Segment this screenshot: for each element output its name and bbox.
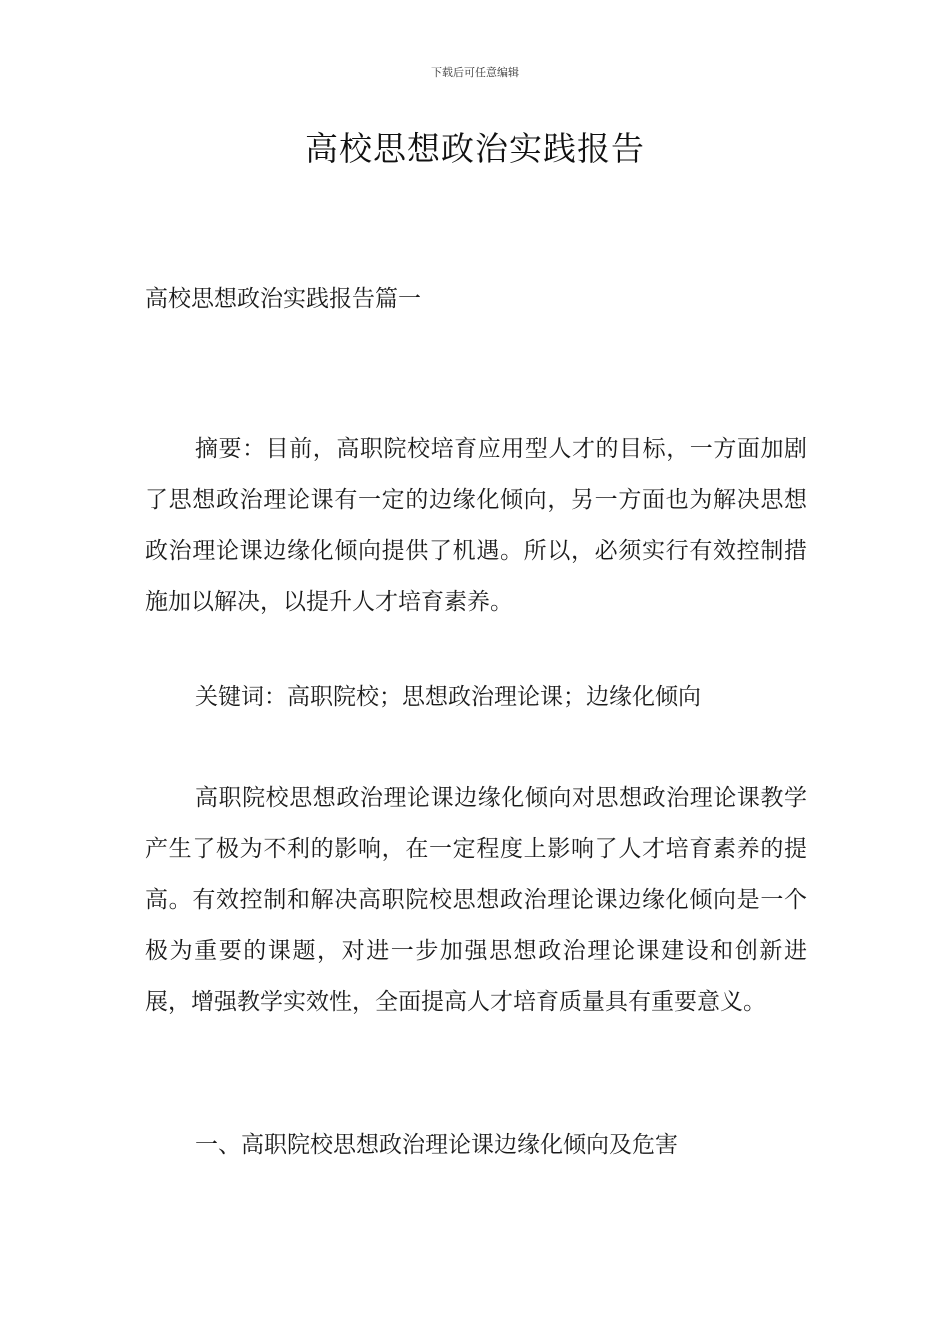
keywords-paragraph: 关键词：高职院校；思想政治理论课；边缘化倾向 [195, 684, 701, 710]
header-note: 下载后可任意编辑 [431, 66, 519, 79]
abstract-paragraph: 摘要：目前，高职院校培育应用型人才的目标，一方面加剧了思想政治理论课有一定的边缘化倾向，另一方面也为解决思想政治理论课边缘化倾向提供了机遇。所以，必须实行有效控制措施加以解决，以提升人才培育素养。 [145, 436, 807, 615]
section-heading: 高校思想政治实践报告篇一 [145, 286, 421, 312]
intro-paragraph: 高职院校思想政治理论课边缘化倾向对思想政治理论课教学产生了极为不利的影响，在一定程度上影响了人才培育素养的提高。有效控制和解决高职院校思想政治理论课边缘化倾向是一个极为重要的课题，对进一步加强思想政治理论课建设和创新进展，增强教学实效性，全面提高人才培育质量具有重要意义。 [145, 785, 807, 1015]
document-title: 高校思想政治实践报告 [305, 129, 645, 168]
subsection-heading: 一、高职院校思想政治理论课边缘化倾向及危害 [195, 1132, 678, 1158]
